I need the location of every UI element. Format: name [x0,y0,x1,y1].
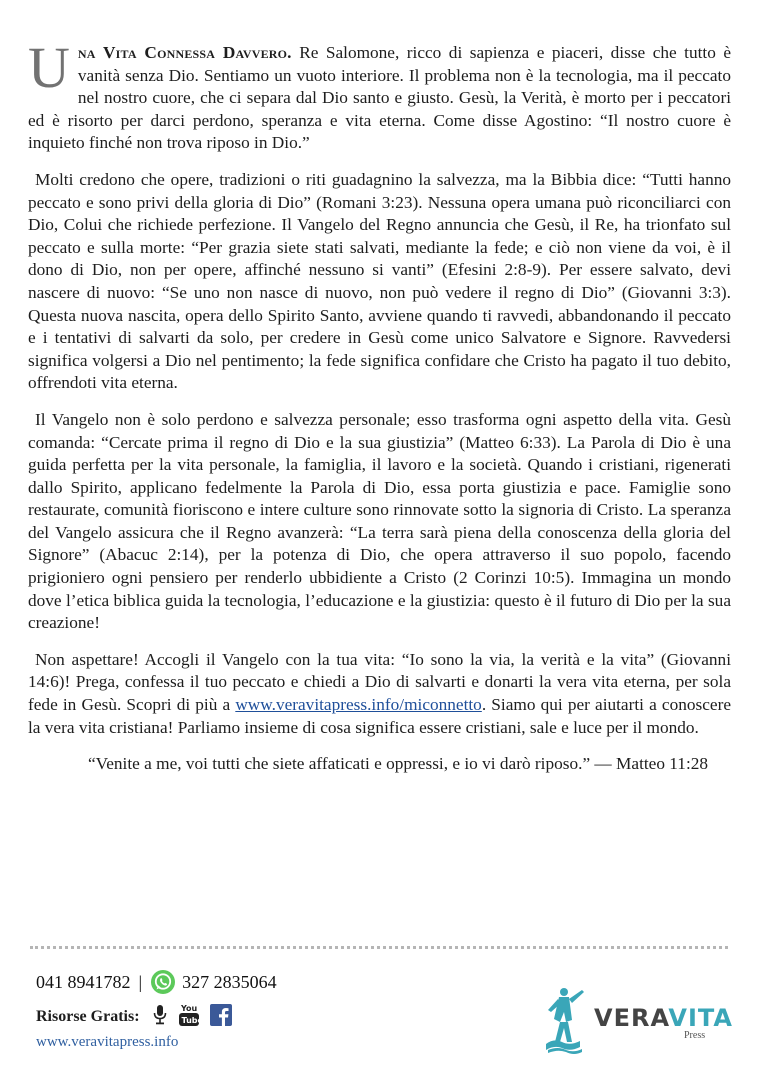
svg-text:You: You [180,1003,197,1013]
paragraph-intro [28,35,731,155]
youtube-icon[interactable] [178,1003,203,1032]
phone-row [36,968,277,996]
phone-number[interactable]: 041 8941782 [36,971,131,992]
resources-label: Risorse Gratis: [36,1008,140,1025]
drop-cap: U [28,35,70,100]
paragraph-3: Il Vangelo non è solo perdono e salvezza personale; esso trasforma ogni aspetto della vita. Gesù comanda: “Cercate prima il regno di Dio e la sua giustizia” (Matteo 6:33). La Parola di Dio è una guida perfetta per la vita personale, la famiglia, il lavoro e la società. Quando i cristiani, rigenerati dallo Spirito, applicano fedelmente la Parola di Dio, essa porta giustizia e pace. Famiglie sono restaurate, comunità fioriscono e intere culture sono rinnovate sotto la signoria di Cristo. La speranza del Vangelo assicura che il Regno avanzerà: “La terra sarà piena della conoscenza della gloria del Signore” (Abacuc 2:14), per la potenza di Dio, che opera attraverso il suo popolo, facendo prigioniero ogni pensiero per renderlo ubbidiente a Cristo (2 Corinzi 10:5). Immagina un mondo dove l’etica biblica guida la tecnologia, l’educazione e la giustizia: questo è il futuro di Dio per la sua creazione! [28,409,731,633]
miconnetto-link[interactable]: www.veravitapress.info/miconnetto [235,695,482,715]
whatsapp-number[interactable]: 327 2835064 [182,971,277,992]
dotted-divider [30,946,728,949]
paragraph-2: Molti credono che opere, tradizioni o riti guadagnino la salvezza, ma la Bibbia dice: “Tutti hanno peccato e sono privi della gloria di Dio” (Romani 3:23). Nessuna opera umana può riconciliarci con Dio, Colui che richiede perfezione. Il Vangelo del Regno annuncia che Gesù, il Re, ha trionfato sul peccato e sulla morte: “Per grazia siete stati salvati, mediante la fede; e ciò non viene da voi, è il dono di Dio, non per opere, affinché nessuno si vanti” (Efesini 2:8-9). Per essere salvato, devi nascere di nuovo: “Se uno non nasce di nuovo, non può vedere il regno di Dio” (Giovanni 3:3). Questa nuova nascita, opera dello Spirito Santo, avviene quando ti ravvedi, abbandonando il peccato e i tentativi di salvarti da solo, per credere in Gesù come unico Salvatore e Signore. Ravvedersi significa volgersi a Dio nel pentimento; la fede significa confidare che Cristo ha pagato il tuo debito, offrendoti vita eterna. [28,169,731,393]
paragraph-4-text-b: . Siamo qui per aiutarti a conoscere la vera vita cristiana! Parliamo insieme di cosa significa essere cristiani, sale e luce per il mondo. [28,695,731,737]
resources-row [36,1004,277,1030]
logo-word-vita: VITA [668,1004,733,1032]
website-link[interactable]: www.veravitapress.info [36,1034,179,1050]
footer-contacts [36,968,277,1051]
facebook-icon[interactable] [210,1004,232,1031]
vera-vita-press-logo [542,982,732,1056]
intro-heading: na Vita Connessa Davvero. [77,43,292,62]
logo-press: Press [684,1030,706,1041]
paragraph-4 [28,649,731,739]
closing-quote: “Venite a me, voi tutti che siete affaticati e oppressi, e io vi darò riposo.” — Matteo 11:28 [88,754,709,774]
whatsapp-icon[interactable] [150,969,176,995]
logo-wordmark [594,1004,733,1032]
article-body [28,35,731,776]
logo-word-vera: VERA [594,1004,669,1032]
svg-text:Tube: Tube [181,1015,203,1025]
paragraph-1-text: Re Salomone, ricco di sapienza e piaceri, disse che tutto è vanità senza Dio. Sentiamo un vuoto interiore. Il problema non è la tecnologia, ma il peccato nel nostro cuore, che ci separa dal Dio santo e giusto. Gesù, la Verità, è morto per i peccatori ed è risorto per darci perdono, speranza e vita eterna. Come disse Agostino: “Il nostro cuore è inquieto finché non trova riposo in Dio.” [28,43,731,153]
phone-separator: | [138,971,143,992]
microphone-icon[interactable] [152,1004,168,1031]
paragraph-4-text-a: Non aspettare! Accogli il Vangelo con la tua vita: “Io sono la via, la verità e la vita” (Giovanni 14:6)! Prega, confessa il tuo peccato e chiedi a Dio di salvarti e donarti la vera vita eterna, per sola fede in Gesù. Scopri di più a [28,649,731,715]
